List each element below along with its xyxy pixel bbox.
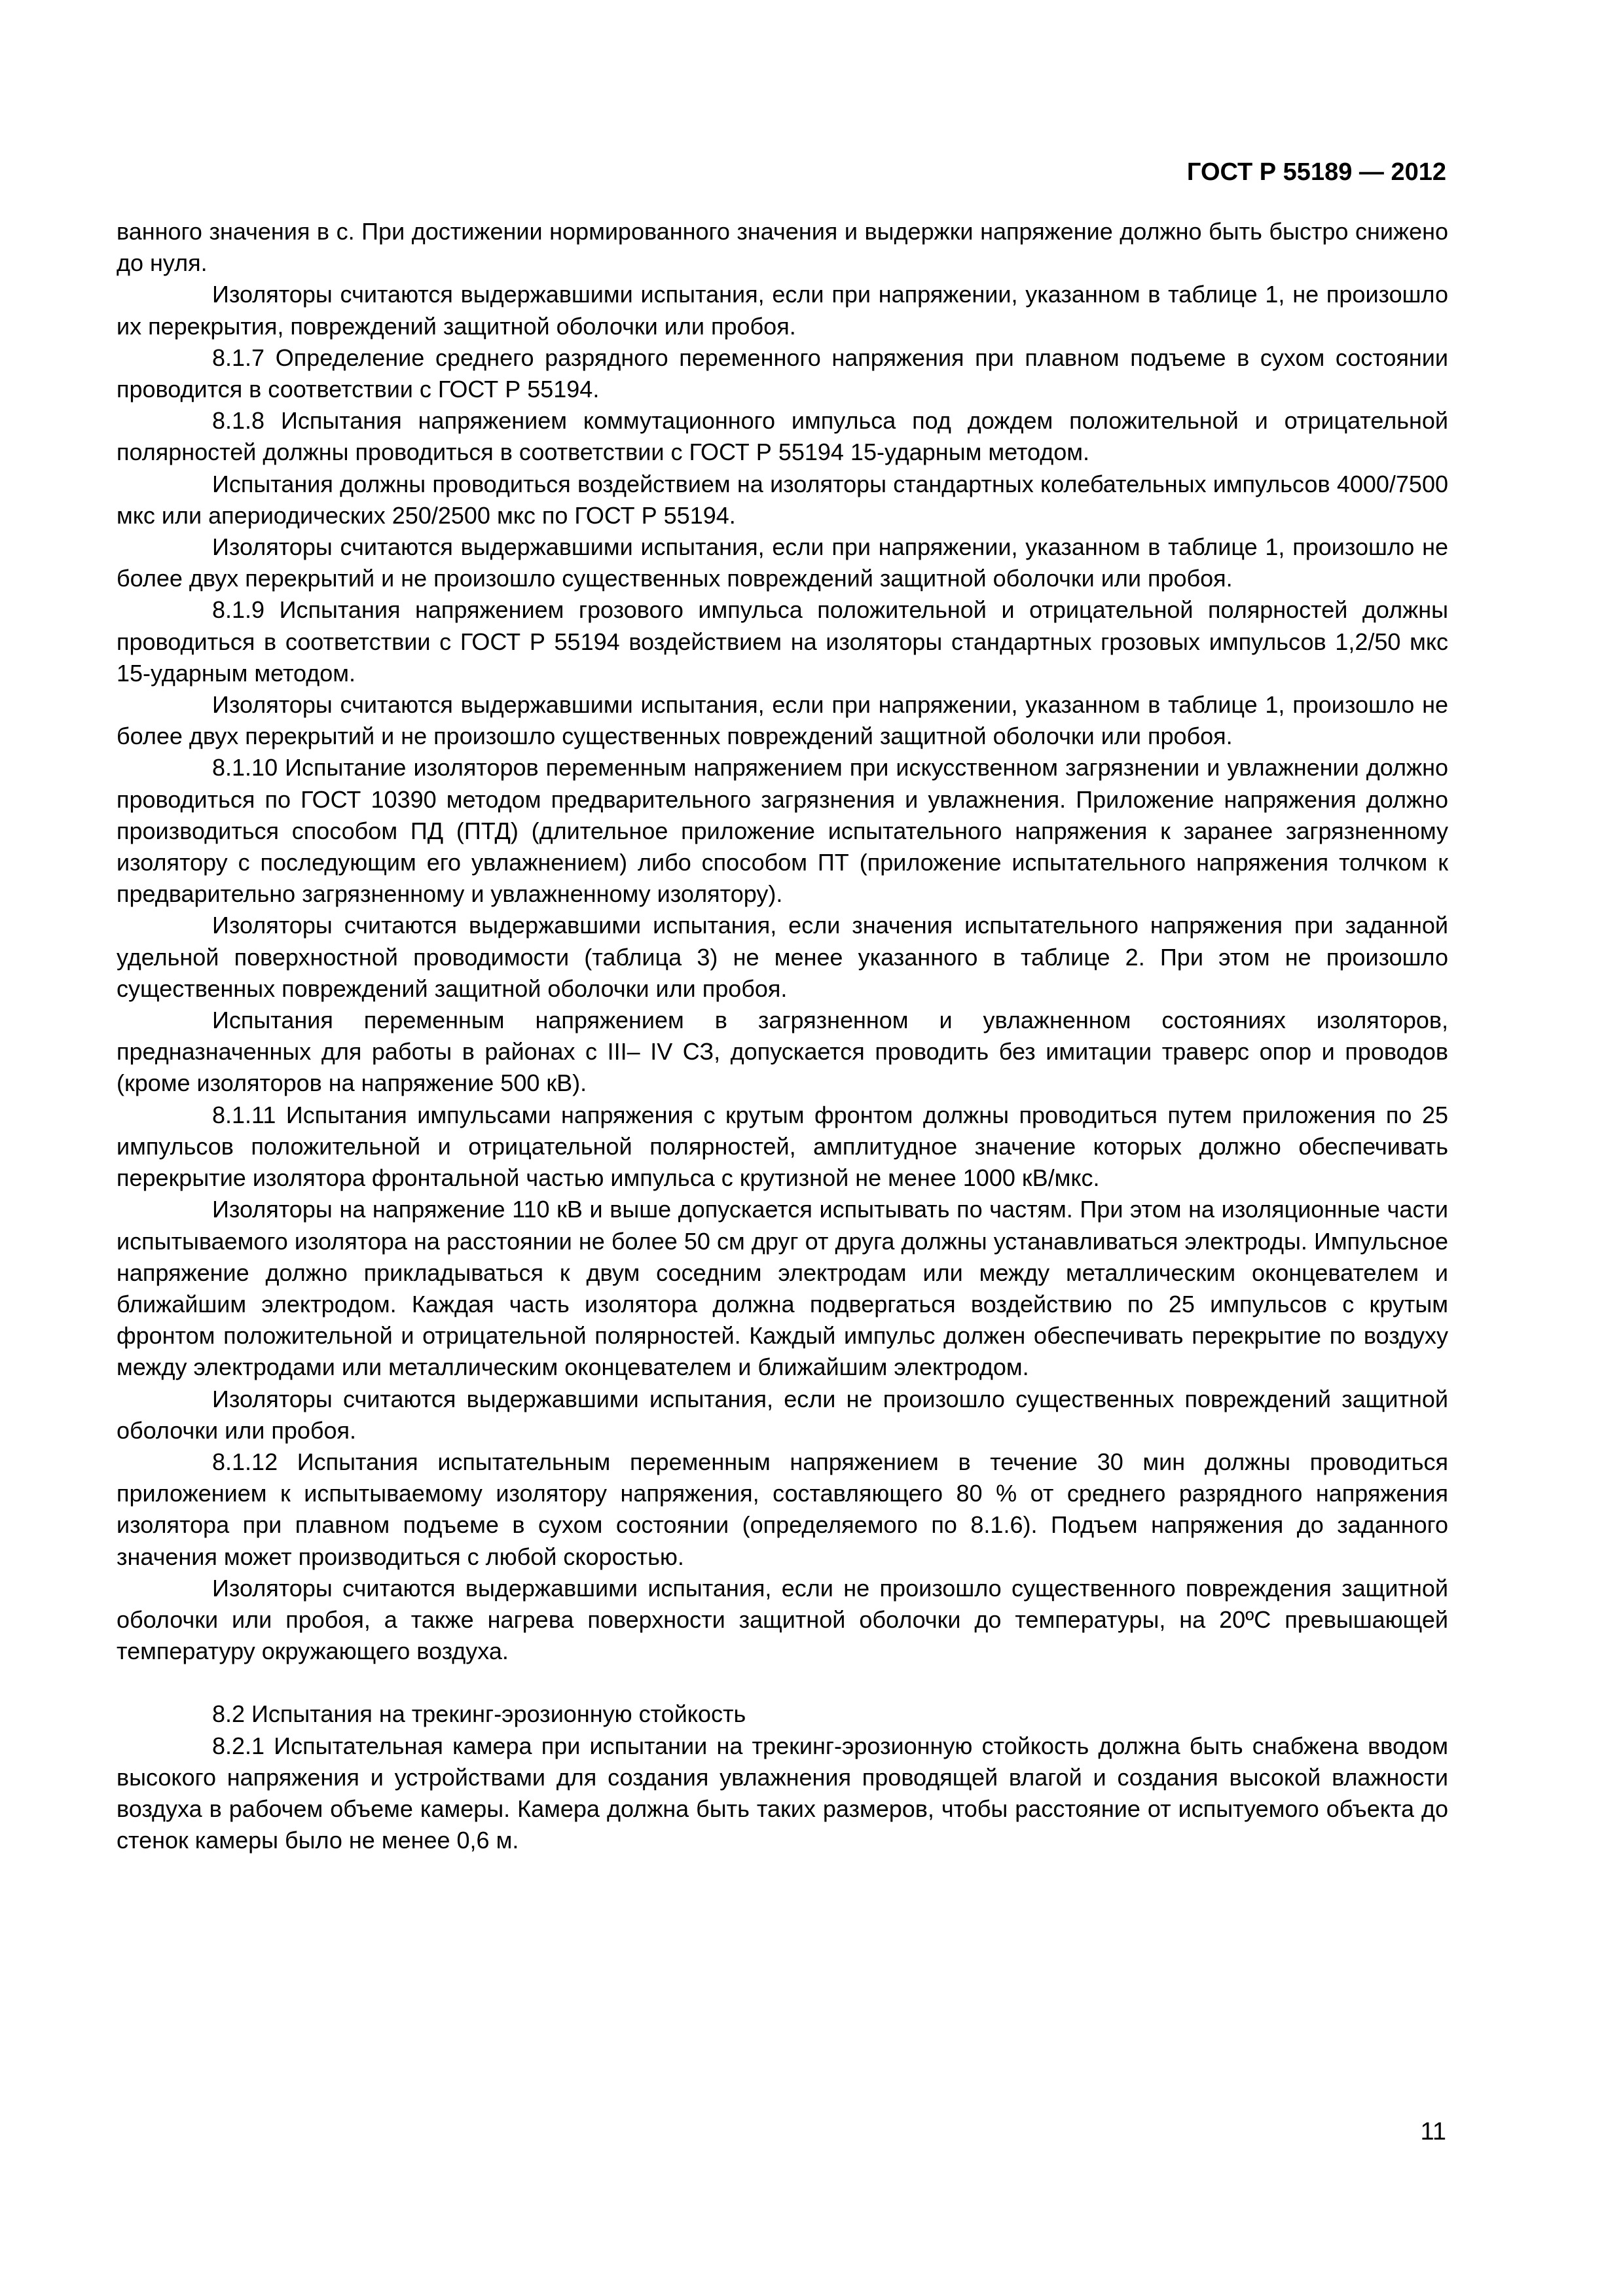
paragraph: Изоляторы считаются выдержавшими испытания, если при напряжении, указанном в таблице 1, произошло не более двух перекрытий и не произошло существенных повреждений защитной оболочки или пробоя. [117,691,1448,750]
paragraph: 8.1.8 Испытания напряжением коммутационного импульса под дождем положительной и отрицательной полярностей должны проводиться в соответствии с ГОСТ Р 55194 15-ударным методом. [117,407,1448,466]
section-heading: 8.2 Испытания на трекинг-эрозионную стойкость [212,1700,746,1728]
page-number: 11 [1420,2118,1446,2145]
paragraph: Изоляторы считаются выдержавшими испытания, если не произошло существенных повреждений защитной оболочки или пробоя. [117,1385,1448,1444]
paragraph: Изоляторы считаются выдержавшими испытания, если при напряжении, указанном в таблице 1, произошло не более двух перекрытий и не произошло существенных повреждений защитной оболочки или пробоя. [117,533,1448,592]
paragraph: 8.1.9 Испытания напряжением грозового импульса положительной и отрицательной полярностей должны проводиться в соответствии с ГОСТ Р 55194 воздействием на изоляторы стандартных грозовых импульсов 1,2/50 мкс 15-ударным методом. [117,596,1448,687]
paragraph: Испытания переменным напряжением в загрязненном и увлажненном состояниях изоляторов, предназначенных для работы в районах с III– IV СЗ, допускается проводить без имитации траверс опор и проводов (кроме изоляторов на напряжение 500 кВ). [117,1007,1448,1097]
paragraph: Испытания должны проводиться воздействием на изоляторы стандартных колебательных импульсов 4000/7500 мкс или апериодических 250/2500 мкс по ГОСТ Р 55194. [117,470,1448,529]
paragraph: Изоляторы считаются выдержавшими испытания, если при напряжении, указанном в таблице 1, не произошло их перекрытия, повреждений защитной оболочки или пробоя. [117,281,1448,340]
document-header: ГОСТ Р 55189 — 2012 [1186,158,1446,186]
paragraph: Изоляторы на напряжение 110 кВ и выше допускается испытывать по частям. При этом на изоляционные части испытываемого изолятора на расстоянии не более 50 см друг от друга должны устанавливаться электроды. Импульсное напряжение должно прикладываться к двум соседним электродам или между металлическим оконцевателем и ближайшим электродом. Каждая часть изолятора должна подвергаться воздействию по 25 импульсов с крутым фронтом положительной и отрицательной полярностей. Каждый импульс должен обеспечивать перекрытие по воздуху между электродами или металлическим оконцевателем и ближайшим электродом. [117,1196,1448,1381]
paragraph: 8.1.11 Испытания импульсами напряжения с крутым фронтом должны проводиться путем приложения по 25 импульсов положительной и отрицательной полярностей, амплитудное значение которых должно обеспечивать перекрытие изолятора фронтальной частью импульса с крутизной не менее 1000 кВ/мкс. [117,1101,1448,1192]
paragraph: 8.1.7 Определение среднего разрядного переменного напряжения при плавном подъеме в сухом состоянии проводится в соответствии с ГОСТ Р 55194. [117,344,1448,403]
paragraph: Изоляторы считаются выдержавшими испытания, если не произошло существенного повреждения защитной оболочки или пробоя, а также нагрева поверхности защитной оболочки до температуры, на 20ºС превышающей температуру окружающего воздуха. [117,1574,1448,1665]
paragraph: ванного значения в с. При достижении нормированного значения и выдержки напряжение должно быть быстро снижено до нуля. [117,218,1448,277]
document-body [117,216,1448,1856]
paragraph: 8.2.1 Испытательная камера при испытании на трекинг-эрозионную стойкость должна быть снабжена вводом высокого напряжения и устройствами для создания увлажнения проводящей влагой и создания высокой влажности воздуха в рабочем объеме камеры. Камера должна быть таких размеров, чтобы расстояние от испытуемого объекта до стенок камеры было не менее 0,6 м. [117,1732,1448,1854]
paragraph: Изоляторы считаются выдержавшими испытания, если значения испытательного напряжения при заданной удельной поверхностной проводимости (таблица 3) не менее указанного в таблице 2. При этом не произошло существенных повреждений защитной оболочки или пробоя. [117,912,1448,1002]
paragraph: 8.1.12 Испытания испытательным переменным напряжением в течение 30 мин должны проводиться приложением к испытываемому изолятору напряжения, составляющего 80 % от среднего разрядного напряжения изолятора при плавном подъеме в сухом состоянии (определяемого по 8.1.6). Подъем напряжения до заданного значения может производиться с любой скоростью. [117,1448,1448,1570]
paragraph: 8.1.10 Испытание изоляторов переменным напряжением при искусственном загрязнении и увлажнении должно проводиться по ГОСТ 10390 методом предварительного загрязнения и увлажнения. Приложение напряжения должно производиться способом ПД (ПТД) (длительное приложение испытательного напряжения к заранее загрязненному изолятору с последующим его увлажнением) либо способом ПТ (приложение испытательного напряжения толчком к предварительно загрязненному и увлажненному изолятору). [117,754,1448,908]
